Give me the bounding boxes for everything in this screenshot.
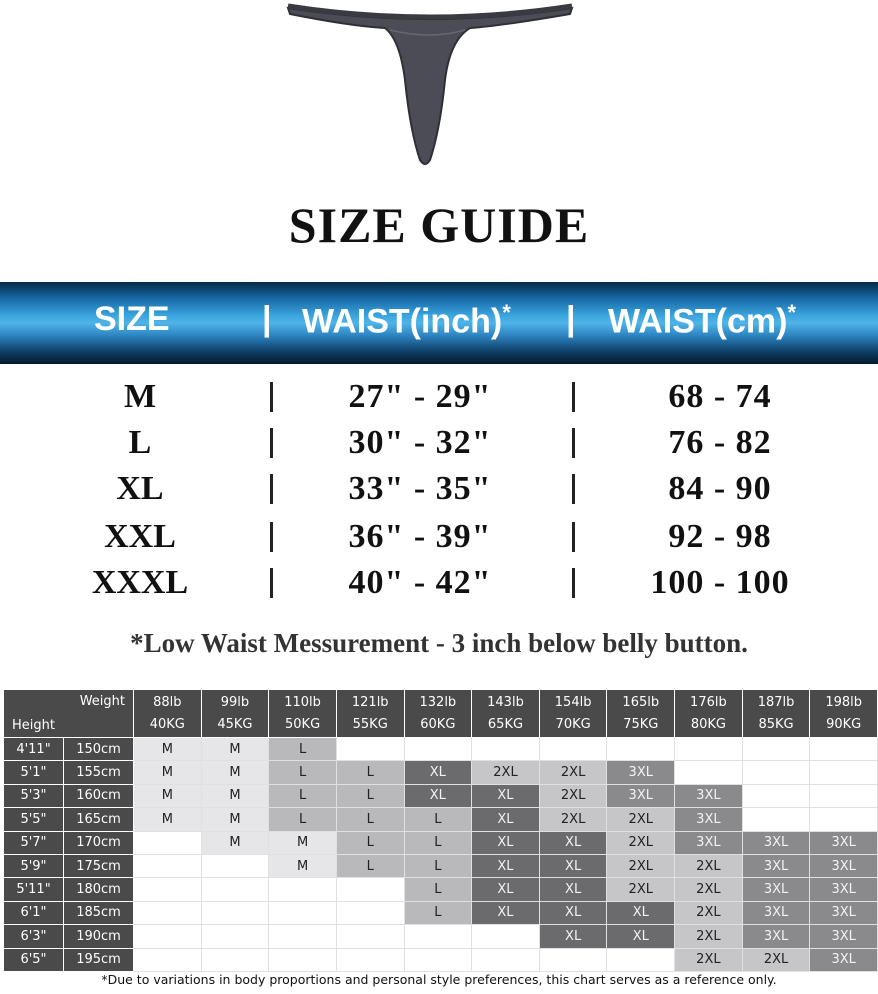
header-separator: |: [566, 300, 576, 338]
size-cell: [269, 949, 337, 972]
weight-lb: 110lb: [284, 694, 321, 710]
weight-header: [540, 690, 608, 738]
size-cell: [405, 949, 473, 972]
size-cell: [810, 785, 878, 808]
size-cell: L: [405, 808, 473, 831]
weight-kg: 70KG: [555, 716, 591, 732]
size-cell: [675, 738, 743, 761]
size-cell: [134, 832, 202, 855]
weight-header: [202, 690, 270, 738]
size-cell: [134, 925, 202, 948]
weight-lb: 154lb: [554, 694, 592, 710]
size-row: [0, 470, 878, 516]
weight-kg: 80KG: [690, 716, 726, 732]
size-cell: M: [134, 785, 202, 808]
size-cell: XL: [405, 785, 473, 808]
weight-kg: 55KG: [352, 716, 388, 732]
size-cell: 3XL: [607, 761, 675, 784]
row-divider: [270, 382, 273, 412]
height-ft: 6'5": [4, 949, 64, 972]
size-table-header: [0, 282, 878, 364]
row-divider: [572, 428, 575, 458]
waist-inch-value: 27" - 29": [348, 378, 492, 415]
size-value: XL: [116, 470, 164, 507]
row-divider: [270, 474, 273, 504]
size-cell: 3XL: [675, 785, 743, 808]
row-divider: [270, 522, 273, 552]
size-row: [0, 518, 878, 564]
waist-inch-header: WAIST(inch)*: [302, 300, 511, 341]
size-cell: XL: [607, 902, 675, 925]
height-cm: 190cm: [64, 925, 134, 948]
size-value: L: [128, 424, 152, 461]
size-cell: L: [269, 761, 337, 784]
height-ft: 5'11": [4, 878, 64, 901]
size-cell: 2XL: [472, 761, 540, 784]
size-cell: M: [202, 808, 270, 831]
size-cell: [472, 925, 540, 948]
size-cell: M: [202, 785, 270, 808]
size-cell: [810, 808, 878, 831]
size-cell: [202, 902, 270, 925]
size-cell: 2XL: [675, 878, 743, 901]
waist-inch-value: 30" - 32": [348, 424, 492, 461]
weight-kg: 40KG: [149, 716, 185, 732]
weight-header: [607, 690, 675, 738]
weight-lb: 88lb: [153, 694, 182, 710]
size-cell: M: [202, 738, 270, 761]
weight-kg: 60KG: [420, 716, 456, 732]
size-cell: M: [134, 808, 202, 831]
size-header: SIZE: [94, 300, 170, 338]
size-cell: 3XL: [743, 902, 811, 925]
size-cell: L: [269, 808, 337, 831]
weight-kg: 90KG: [826, 716, 862, 732]
waist-cm-header: WAIST(cm)*: [608, 300, 797, 341]
size-cell: M: [134, 761, 202, 784]
size-cell: 3XL: [810, 855, 878, 878]
height-ft: 4'11": [4, 738, 64, 761]
size-cell: [743, 761, 811, 784]
size-cell: XL: [540, 855, 608, 878]
row-divider: [572, 522, 575, 552]
row-divider: [572, 568, 575, 598]
size-cell: 2XL: [675, 855, 743, 878]
size-cell: 2XL: [675, 925, 743, 948]
size-cell: XL: [472, 808, 540, 831]
weight-header: [810, 690, 878, 738]
size-cell: [607, 949, 675, 972]
size-cell: XL: [472, 832, 540, 855]
size-cell: XL: [405, 761, 473, 784]
row-divider: [572, 474, 575, 504]
size-cell: 3XL: [810, 832, 878, 855]
size-cell: XL: [540, 925, 608, 948]
size-cell: M: [269, 855, 337, 878]
waist-cm-value: 84 - 90: [668, 470, 772, 507]
height-ft: 5'5": [4, 808, 64, 831]
page-title: SIZE GUIDE: [288, 197, 590, 253]
size-cell: M: [202, 832, 270, 855]
height-cm: 150cm: [64, 738, 134, 761]
size-cell: 2XL: [540, 761, 608, 784]
row-divider: [572, 382, 575, 412]
weight-axis-label: Weight: [79, 694, 125, 709]
size-cell: [607, 738, 675, 761]
thong-underwear-icon: [280, 0, 580, 175]
waist-cm-value: 100 - 100: [650, 564, 790, 601]
size-cell: 2XL: [675, 902, 743, 925]
size-cell: L: [405, 832, 473, 855]
size-value: XXXL: [91, 564, 189, 601]
size-cell: [134, 902, 202, 925]
size-cell: [134, 855, 202, 878]
size-cell: [405, 738, 473, 761]
header-separator: |: [262, 300, 272, 338]
weight-header: [134, 690, 202, 738]
size-cell: [202, 855, 270, 878]
waist-cm-value: 76 - 82: [668, 424, 772, 461]
size-cell: 3XL: [675, 832, 743, 855]
size-cell: L: [337, 785, 405, 808]
height-ft: 5'3": [4, 785, 64, 808]
size-cell: 3XL: [675, 808, 743, 831]
weight-header: [337, 690, 405, 738]
size-cell: L: [405, 878, 473, 901]
weight-header: [743, 690, 811, 738]
size-cell: [269, 878, 337, 901]
size-cell: L: [405, 855, 473, 878]
height-cm: 160cm: [64, 785, 134, 808]
size-cell: 3XL: [743, 832, 811, 855]
size-cell: M: [202, 761, 270, 784]
size-cell: 2XL: [743, 949, 811, 972]
size-cell: M: [269, 832, 337, 855]
height-ft: 5'7": [4, 832, 64, 855]
height-ft: 5'9": [4, 855, 64, 878]
weight-kg: 50KG: [285, 716, 321, 732]
size-cell: [743, 738, 811, 761]
size-row: [0, 378, 878, 424]
chart-corner: [4, 690, 134, 738]
waist-inch-value: 40" - 42": [348, 564, 492, 601]
weight-kg: 65KG: [487, 716, 524, 732]
size-cell: 2XL: [607, 878, 675, 901]
weight-lb: 143lb: [487, 694, 524, 710]
size-cell: [472, 949, 540, 972]
waist-inch-value: 36" - 39": [348, 518, 492, 555]
size-cell: [202, 925, 270, 948]
size-value: M: [123, 378, 157, 415]
size-cell: 2XL: [607, 855, 675, 878]
size-cell: 3XL: [743, 925, 811, 948]
size-cell: 3XL: [810, 925, 878, 948]
row-divider: [270, 428, 273, 458]
height-cm: 195cm: [64, 949, 134, 972]
size-cell: [337, 878, 405, 901]
size-cell: XL: [472, 855, 540, 878]
size-value: XXL: [104, 518, 176, 555]
size-cell: XL: [472, 902, 540, 925]
size-cell: [337, 949, 405, 972]
size-cell: XL: [540, 902, 608, 925]
weight-lb: 132lb: [419, 694, 457, 710]
size-cell: 3XL: [810, 902, 878, 925]
weight-lb: 121lb: [351, 694, 389, 710]
size-cell: 2XL: [607, 808, 675, 831]
size-cell: 3XL: [743, 855, 811, 878]
size-cell: XL: [472, 785, 540, 808]
size-cell: 2XL: [540, 785, 608, 808]
size-cell: 3XL: [743, 878, 811, 901]
weight-lb: 187lb: [757, 694, 795, 710]
weight-kg: 75KG: [623, 716, 659, 732]
size-cell: L: [269, 738, 337, 761]
height-cm: 185cm: [64, 902, 134, 925]
size-cell: [540, 738, 608, 761]
size-cell: [337, 925, 405, 948]
weight-lb: 99lb: [220, 694, 250, 710]
size-cell: L: [337, 761, 405, 784]
size-cell: [134, 949, 202, 972]
size-cell: [269, 902, 337, 925]
weight-header: [405, 690, 473, 738]
waist-note: *Low Waist Messurement - 3 inch below belly button.: [130, 628, 748, 658]
height-axis-label: Height: [12, 718, 55, 733]
size-cell: [810, 761, 878, 784]
size-cell: [743, 785, 811, 808]
size-cell: [337, 738, 405, 761]
height-cm: 155cm: [64, 761, 134, 784]
weight-kg: 85KG: [758, 716, 794, 732]
weight-lb: 198lb: [825, 694, 863, 710]
size-cell: L: [337, 855, 405, 878]
chart-footnote: *Due to variations in body proportions and personal style preferences, this chart serves as a reference only.: [101, 972, 777, 987]
size-cell: [675, 761, 743, 784]
height-ft: 6'1": [4, 902, 64, 925]
weight-kg: 45KG: [217, 716, 253, 732]
size-cell: XL: [607, 925, 675, 948]
size-cell: L: [337, 832, 405, 855]
waist-cm-value: 92 - 98: [668, 518, 772, 555]
weight-lb: 165lb: [622, 694, 660, 710]
height-cm: 175cm: [64, 855, 134, 878]
size-cell: 3XL: [607, 785, 675, 808]
size-cell: [743, 808, 811, 831]
size-cell: 3XL: [810, 878, 878, 901]
size-cell: 2XL: [540, 808, 608, 831]
size-row: [0, 564, 878, 610]
size-cell: [405, 925, 473, 948]
weight-header: [472, 690, 540, 738]
height-cm: 170cm: [64, 832, 134, 855]
weight-lb: 176lb: [690, 694, 727, 710]
height-cm: 180cm: [64, 878, 134, 901]
size-cell: [134, 878, 202, 901]
size-cell: [810, 738, 878, 761]
height-ft: 6'3": [4, 925, 64, 948]
height-cm: 165cm: [64, 808, 134, 831]
size-cell: L: [269, 785, 337, 808]
size-cell: 3XL: [810, 949, 878, 972]
height-ft: 5'1": [4, 761, 64, 784]
waist-inch-value: 33" - 35": [348, 470, 492, 507]
size-cell: [540, 949, 608, 972]
size-cell: [269, 925, 337, 948]
weight-header: [269, 690, 337, 738]
size-cell: 2XL: [675, 949, 743, 972]
size-cell: 2XL: [607, 832, 675, 855]
row-divider: [270, 568, 273, 598]
size-cell: XL: [540, 878, 608, 901]
size-cell: L: [337, 808, 405, 831]
waist-cm-value: 68 - 74: [668, 378, 772, 415]
size-cell: XL: [540, 832, 608, 855]
height-weight-chart: [4, 690, 878, 994]
size-row: [0, 424, 878, 470]
size-cell: L: [405, 902, 473, 925]
size-cell: [337, 902, 405, 925]
size-cell: [472, 738, 540, 761]
size-cell: [202, 949, 270, 972]
weight-header: [675, 690, 743, 738]
size-cell: M: [134, 738, 202, 761]
size-cell: XL: [472, 878, 540, 901]
size-cell: [202, 878, 270, 901]
